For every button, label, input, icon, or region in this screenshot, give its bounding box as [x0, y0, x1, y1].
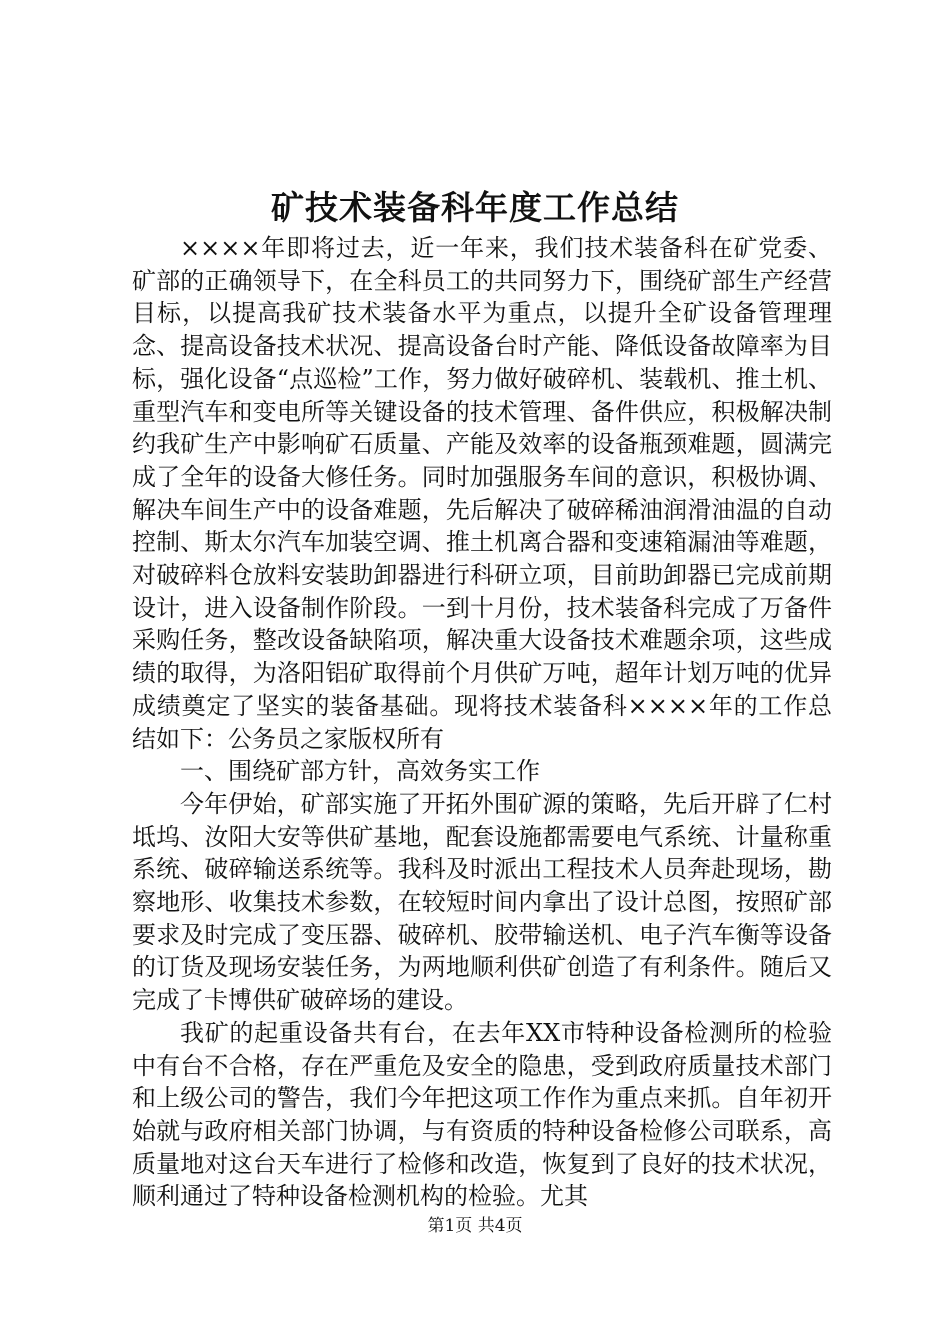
paragraph-section-1b: 我矿的起重设备共有台，在去年XX市特种设备检测所的检验中有台不合格，存在严重危及安全的隐患，受到政府质量技术部门和上级公司的警告，我们今年把这项工作作为重点来抓。自年初开始就与政府相关部门协调，与有资质的特种设备检修公司联系，高质量地对这台天车进行了检修和改造，恢复到了良好的技术状况，顺利通过了特种设备检测机构的检验。尤其 [132, 1018, 832, 1211]
document-body [132, 232, 832, 1213]
document-title: 矿技术装备科年度工作总结 [271, 188, 679, 227]
page-number-footer: 第1页 共4页 [427, 1216, 523, 1236]
paragraph-intro: ××××年即将过去，近一年来，我们技术装备科在矿党委、矿部的正确领导下，在全科员工的共同努力下，围绕矿部生产经营目标，以提高我矿技术装备水平为重点，以提升全矿设备管理理念、提高设备技术状况、提高设备台时产能、降低设备故障率为目标，强化设备“点巡检”工作，努力做好破碎机、装载机、推土机、重型汽车和变电所等关键设备的技术管理、备件供应，积极解决制约我矿生产中影响矿石质量、产能及效率的设备瓶颈难题，圆满完成了全年的设备大修任务。同时加强服务车间的意识，积极协调、解决车间生产中的设备难题，先后解决了破碎稀油润滑油温的自动控制、斯太尔汽车加装空调、推土机离合器和变速箱漏油等难题，对破碎料仓放料安装助卸器进行科研立项，目前助卸器已完成前期设计，进入设备制作阶段。一到十月份，技术装备科完成了万备件采购任务，整改设备缺陷项，解决重大设备技术难题余项，这些成绩的取得，为洛阳铝矿取得前个月供矿万吨，超年计划万吨的优异成绩奠定了坚实的装备基础。现将技术装备科××××年的工作总结如下：公务员之家版权所有 [132, 234, 832, 753]
section-heading-1: 一、围绕矿部方针，高效务实工作 [180, 757, 540, 786]
paragraph-section-1a: 今年伊始，矿部实施了开拓外围矿源的策略，先后开辟了仁村坻坞、汝阳大安等供矿基地，配套设施都需要电气系统、计量称重系统、破碎输送系统等。我科及时派出工程技术人员奔赴现场，勘察地形、收集技术参数，在较短时间内拿出了设计总图，按照矿部要求及时完成了变压器、破碎机、胶带输送机、电子汽车衡等设备的订货及现场安装任务，为两地顺利供矿创造了有利条件。随后又完成了卡博供矿破碎场的建设。 [132, 789, 832, 1015]
